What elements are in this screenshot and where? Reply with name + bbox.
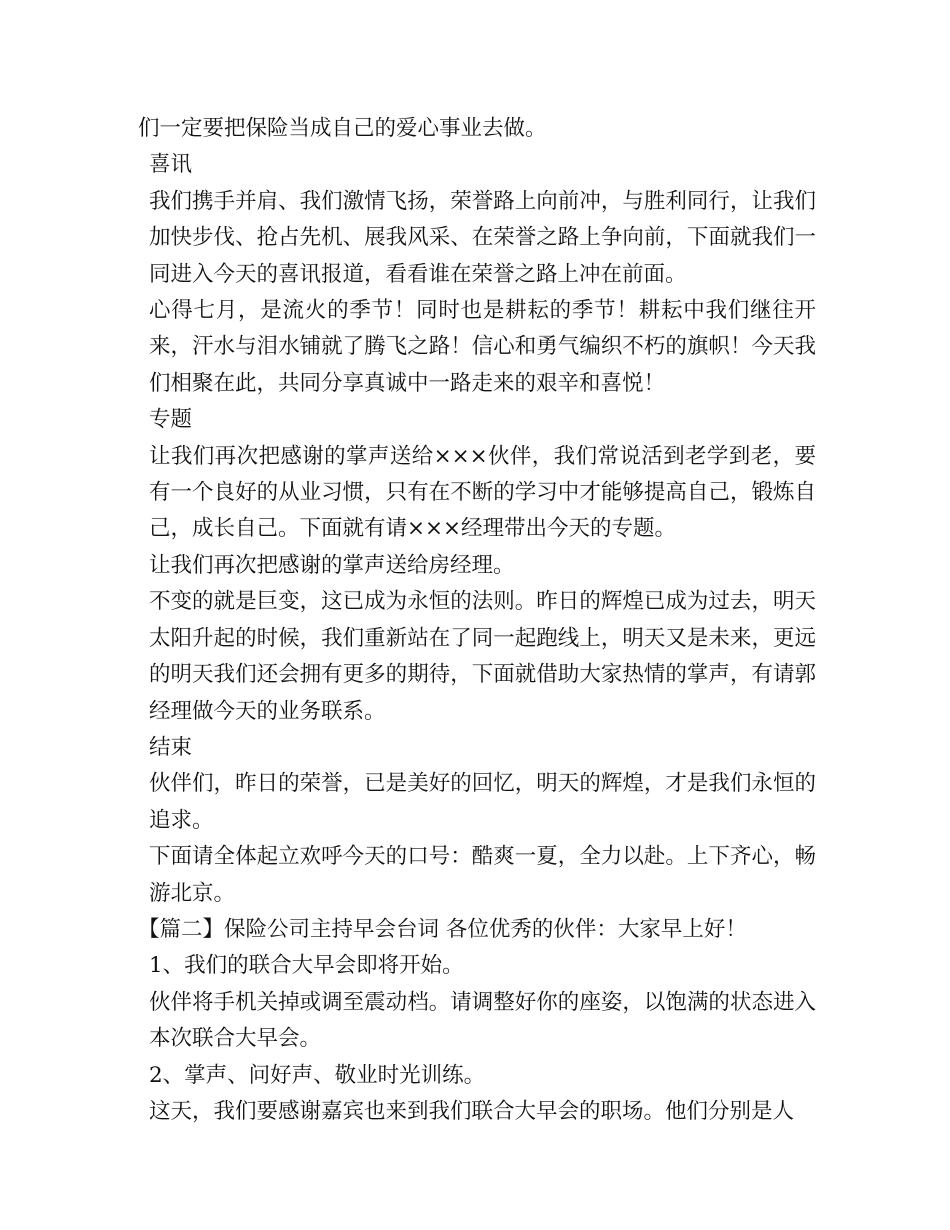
paragraph-8: 不变的就是巨变，这已成为永恒的法则。昨日的辉煌已成为过去，明天太阳升起的时候，我们重新站在了同一起跑线上，明天又是未来，更远的明天我们还会拥有更多的期待，下面就借助大家热情的掌声，有请郭经理做今天的业务联系。: [149, 589, 816, 724]
paragraph-10: 伙伴们，昨日的荣誉，已是美好的回忆，明天的辉煌，才是我们永恒的追求。: [149, 771, 816, 833]
paragraph-3: 我们携手并肩、我们激情飞扬，荣誉路上向前冲，与胜利同行，让我们加快步伐、抢占先机、展我风采、在荣誉之路上争向前，下面就我们一同进入今天的喜讯报道，看看谁在荣誉之路上冲在前面。: [149, 188, 816, 287]
paragraph-6: 让我们再次把感谢的掌声送给×××伙伴，我们常说活到老学到老，要有一个良好的从业习惯，只有在不断的学习中才能够提高自己，锻炼自己，成长自己。下面就有请×××经理带出今天的专题。: [149, 443, 816, 542]
section-title-part-two: 【篇二】保险公司主持早会台词 各位优秀的伙伴：大家早上好！: [138, 916, 747, 942]
heading-jieshu: 结束: [149, 734, 193, 760]
paragraph-4: 心得七月，是流火的季节！同时也是耕耘的季节！耕耘中我们继往开来，汗水与泪水铺就了腾飞之路！信心和勇气编织不朽的旗帜！今天我们相聚在此，共同分享真诚中一路走来的艰辛和喜悦！: [149, 298, 816, 396]
paragraph-7: 让我们再次把感谢的掌声送给房经理。: [149, 552, 515, 578]
heading-xixun: 喜讯: [149, 152, 193, 178]
paragraph-16: 这天，我们要感谢嘉宾也来到我们联合大早会的职场。他们分别是人: [149, 1098, 795, 1124]
document-body: [138, 111, 816, 1130]
paragraph-1: 们一定要把保险当成自己的爱心事业去做。: [138, 116, 547, 141]
list-item-2: 2、掌声、问好声、敬业时光训练。: [149, 1062, 486, 1088]
paragraph-14: 伙伴将手机关掉或调至震动档。请调整好你的座姿，以饱满的状态进入本次联合大早会。: [149, 989, 816, 1052]
heading-zhuanti: 专题: [149, 407, 193, 433]
list-item-1: 1、我们的联合大早会即将开始。: [149, 953, 464, 979]
paragraph-11: 下面请全体起立欢呼今天的口号：酷爽一夏，全力以赴。上下齐心，畅游北京。: [149, 844, 816, 906]
